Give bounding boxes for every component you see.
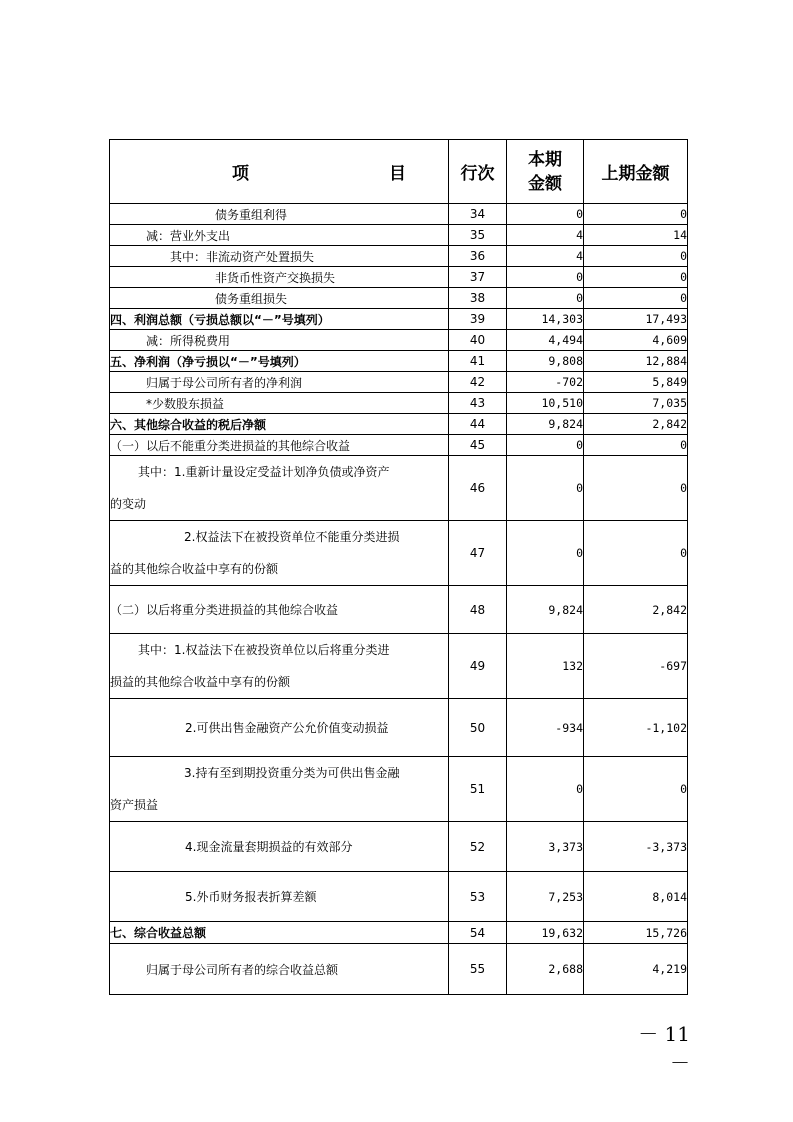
table-row <box>110 699 688 757</box>
row-current: 14,303 <box>507 309 584 330</box>
row-current: 4 <box>507 225 584 246</box>
row-label: 债务重组利得 <box>110 204 449 225</box>
row-line-no: 35 <box>449 225 507 246</box>
row-label: 5.外币财务报表折算差额 <box>110 872 449 922</box>
row-label-line2: 益的其他综合收益中享有的份额 <box>110 562 279 576</box>
header-item-char-2: 目 <box>389 164 406 184</box>
row-current: 2,688 <box>507 944 584 995</box>
row-prior: 12,884 <box>584 351 688 372</box>
table-row <box>110 330 688 351</box>
row-current: 4,494 <box>507 330 584 351</box>
row-current: 9,824 <box>507 414 584 435</box>
table-row <box>110 757 688 822</box>
row-prior: 0 <box>584 757 688 822</box>
row-current: 4 <box>507 246 584 267</box>
row-prior: 17,493 <box>584 309 688 330</box>
row-prior: 0 <box>584 204 688 225</box>
row-label: 五、净利润（净亏损以“－”号填列） <box>110 351 449 372</box>
row-label-line2: 损益的其他综合收益中享有的份额 <box>110 675 291 689</box>
row-current: 9,808 <box>507 351 584 372</box>
table-row <box>110 225 688 246</box>
row-label <box>110 634 449 699</box>
row-prior: 7,035 <box>584 393 688 414</box>
row-prior: 14 <box>584 225 688 246</box>
header-line-no: 行次 <box>449 140 507 204</box>
row-label: 减：营业外支出 <box>110 225 449 246</box>
row-prior: 0 <box>584 521 688 586</box>
row-label: *少数股东损益 <box>110 393 449 414</box>
row-line-no: 50 <box>449 699 507 757</box>
row-current: 19,632 <box>507 922 584 944</box>
row-label: 债务重组损失 <box>110 288 449 309</box>
row-line-no: 42 <box>449 372 507 393</box>
page-number: － 11 － <box>638 1022 690 1075</box>
row-line-no: 34 <box>449 204 507 225</box>
row-label-line2: 资产损益 <box>110 798 159 812</box>
row-prior: -1,102 <box>584 699 688 757</box>
row-current: 0 <box>507 267 584 288</box>
row-label: 归属于母公司所有者的净利润 <box>110 372 449 393</box>
row-current: 0 <box>507 521 584 586</box>
row-current: 0 <box>507 204 584 225</box>
row-line-no: 44 <box>449 414 507 435</box>
table-row <box>110 822 688 872</box>
table-row <box>110 872 688 922</box>
row-line-no: 45 <box>449 435 507 456</box>
row-current: 3,373 <box>507 822 584 872</box>
row-label <box>110 456 449 521</box>
header-current-line1: 本期 <box>528 149 562 170</box>
row-line-no: 51 <box>449 757 507 822</box>
row-prior: 15,726 <box>584 922 688 944</box>
row-label <box>110 757 449 822</box>
row-prior: 8,014 <box>584 872 688 922</box>
row-label: 六、其他综合收益的税后净额 <box>110 414 449 435</box>
row-line-no: 49 <box>449 634 507 699</box>
row-label: 2.可供出售金融资产公允价值变动损益 <box>110 699 449 757</box>
row-current: 0 <box>507 288 584 309</box>
row-current: 0 <box>507 435 584 456</box>
row-line-no: 46 <box>449 456 507 521</box>
header-item <box>110 140 449 204</box>
row-prior: 0 <box>584 288 688 309</box>
table-row <box>110 393 688 414</box>
row-line-no: 55 <box>449 944 507 995</box>
table-row <box>110 351 688 372</box>
row-label: 减：所得税费用 <box>110 330 449 351</box>
table-row <box>110 204 688 225</box>
row-label-line1: 2.权益法下在被投资单位不能重分类进损 <box>184 530 400 544</box>
row-current: 7,253 <box>507 872 584 922</box>
row-line-no: 52 <box>449 822 507 872</box>
row-line-no: 43 <box>449 393 507 414</box>
row-current: -702 <box>507 372 584 393</box>
row-line-no: 48 <box>449 586 507 634</box>
row-label: 四、利润总额（亏损总额以“－”号填列） <box>110 309 449 330</box>
table-row <box>110 435 688 456</box>
row-label-line1: 其中：1.重新计量设定受益计划净负债或净资产 <box>138 465 390 479</box>
table-row <box>110 246 688 267</box>
row-current: 9,824 <box>507 586 584 634</box>
row-line-no: 37 <box>449 267 507 288</box>
table-row <box>110 922 688 944</box>
header-prior-amount: 上期金额 <box>584 140 688 204</box>
row-prior: 2,842 <box>584 414 688 435</box>
income-statement-table <box>109 139 688 995</box>
row-current: -934 <box>507 699 584 757</box>
table-row <box>110 414 688 435</box>
row-current: 10,510 <box>507 393 584 414</box>
row-prior: 4,219 <box>584 944 688 995</box>
row-prior: 4,609 <box>584 330 688 351</box>
table-row <box>110 634 688 699</box>
row-prior: -697 <box>584 634 688 699</box>
header-current-amount <box>507 140 584 204</box>
table-row <box>110 521 688 586</box>
row-label-line2: 的变动 <box>110 497 147 511</box>
row-prior: 2,842 <box>584 586 688 634</box>
row-label: 4.现金流量套期损益的有效部分 <box>110 822 449 872</box>
row-line-no: 47 <box>449 521 507 586</box>
row-label: 非货币性资产交换损失 <box>110 267 449 288</box>
row-label: 其中：非流动资产处置损失 <box>110 246 449 267</box>
row-prior: -3,373 <box>584 822 688 872</box>
row-label-line1: 3.持有至到期投资重分类为可供出售金融 <box>184 766 400 780</box>
table-row <box>110 944 688 995</box>
header-item-char-1: 项 <box>232 164 249 184</box>
row-prior: 0 <box>584 435 688 456</box>
row-label-line1: 其中：1.权益法下在被投资单位以后将重分类进 <box>138 643 390 657</box>
row-current: 132 <box>507 634 584 699</box>
row-line-no: 36 <box>449 246 507 267</box>
row-prior: 0 <box>584 456 688 521</box>
row-label <box>110 521 449 586</box>
row-current: 0 <box>507 757 584 822</box>
row-label: （一）以后不能重分类进损益的其他综合收益 <box>110 435 449 456</box>
table-row <box>110 309 688 330</box>
row-line-no: 53 <box>449 872 507 922</box>
row-current: 0 <box>507 456 584 521</box>
table-row <box>110 372 688 393</box>
table-row <box>110 267 688 288</box>
row-line-no: 41 <box>449 351 507 372</box>
row-prior: 0 <box>584 267 688 288</box>
row-label: （二）以后将重分类进损益的其他综合收益 <box>110 586 449 634</box>
table-row <box>110 456 688 521</box>
row-line-no: 40 <box>449 330 507 351</box>
row-line-no: 38 <box>449 288 507 309</box>
row-prior: 5,849 <box>584 372 688 393</box>
row-line-no: 54 <box>449 922 507 944</box>
row-line-no: 39 <box>449 309 507 330</box>
header-current-line2: 金额 <box>528 173 562 194</box>
row-label: 七、综合收益总额 <box>110 922 449 944</box>
row-label: 归属于母公司所有者的综合收益总额 <box>110 944 449 995</box>
table-header-row <box>110 140 688 204</box>
table-row <box>110 586 688 634</box>
row-prior: 0 <box>584 246 688 267</box>
table-row <box>110 288 688 309</box>
